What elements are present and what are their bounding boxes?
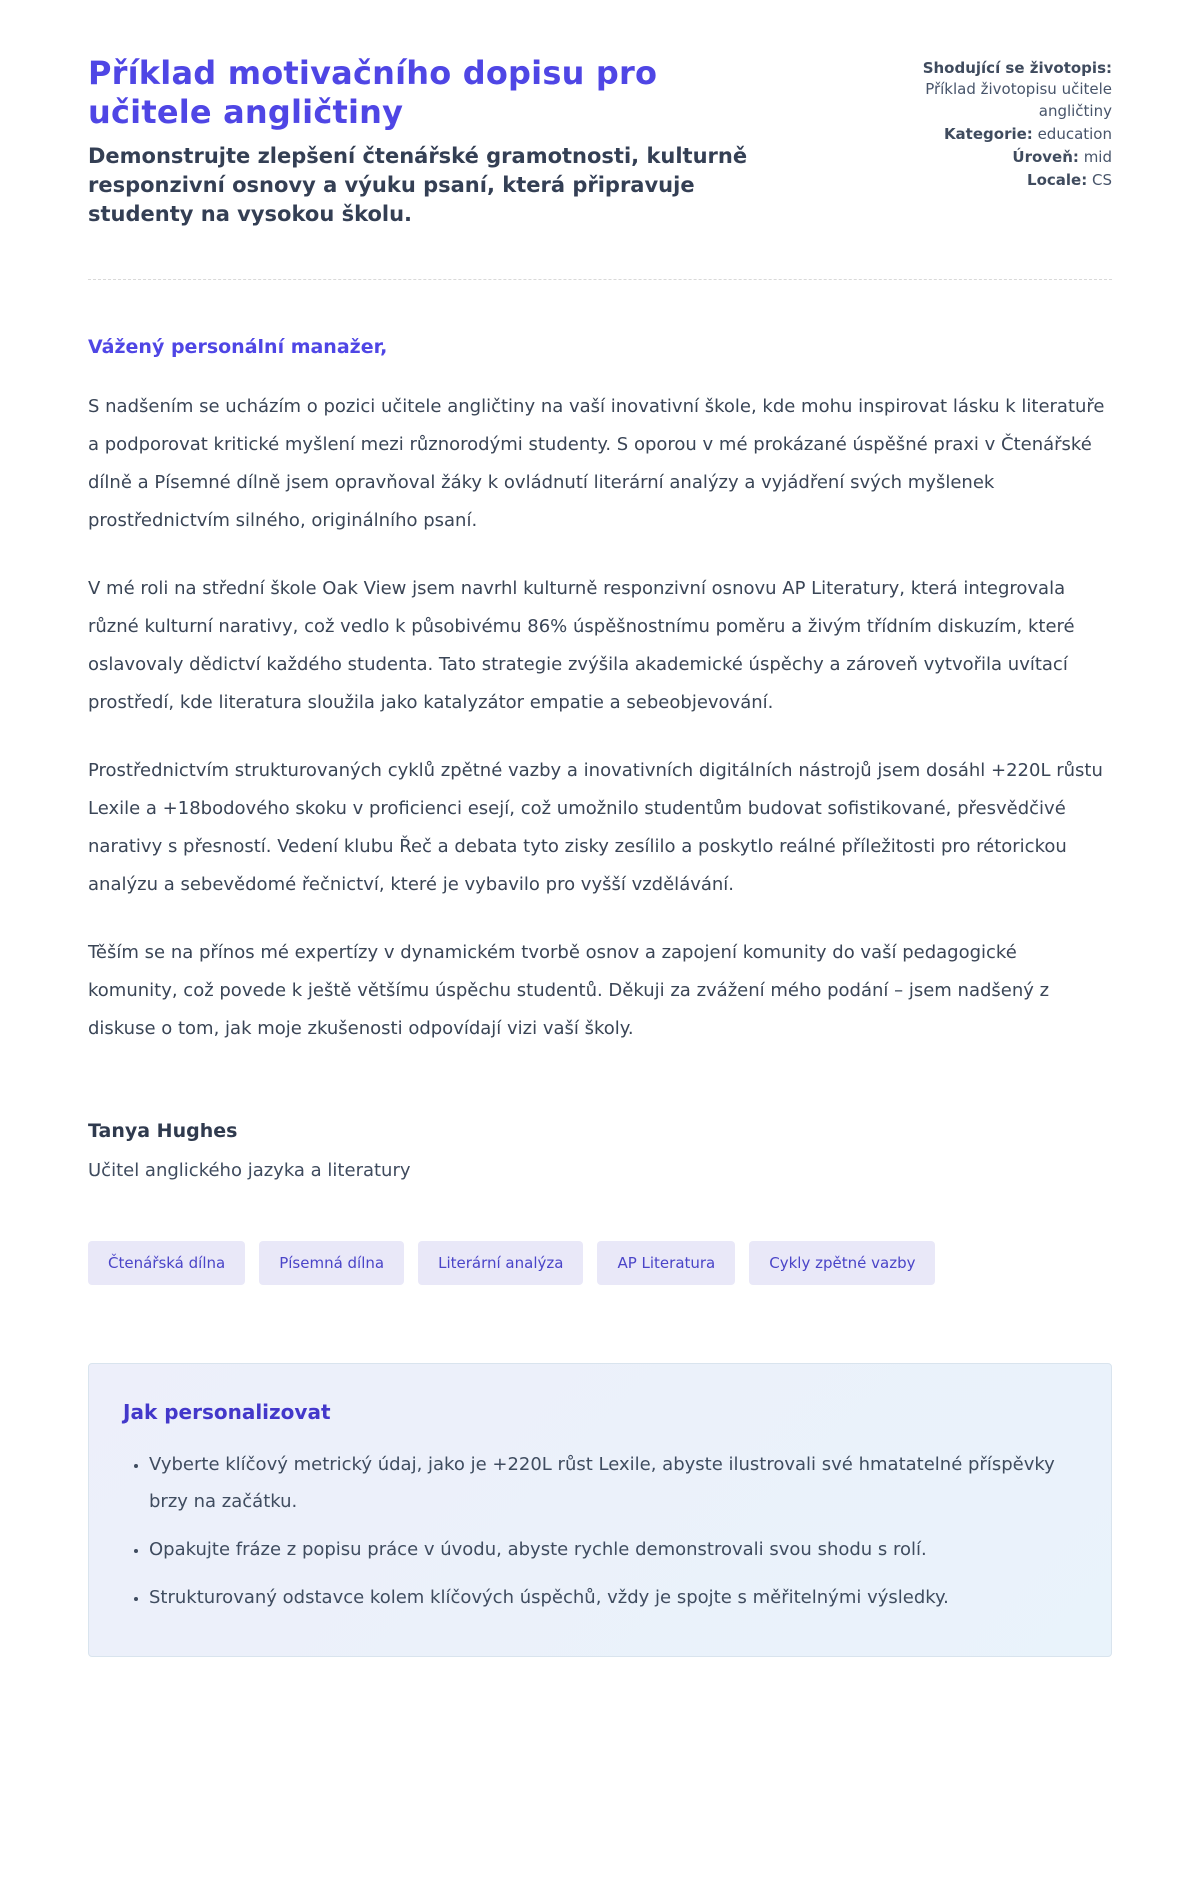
meta-matching-resume [912,58,1112,122]
signature-name: Tanya Hughes [88,1119,238,1142]
personalize-heading: Jak personalizovat [123,1399,331,1424]
meta-level [912,147,1112,168]
letter-paragraph-2: V mé roli na střední škole Oak View jsem navrhl kulturně responzivní osnovu AP Literatury, která integrovala různé kulturní narativy, což vedlo k působivému 86% úspěšnostnímu poměru a živým třídním diskuzím, které oslavovaly dědictví každého studenta. Tato strategie zvýšila akademické úspěchy a zároveň vytvořila uvítací prostředí, kde literatura sloužila jako katalyzátor empatie a sebeobjevování. [88,577,1075,713]
personalize-list [123,1446,1077,1616]
meta-category-value: education [1037,124,1112,143]
letter-body [88,336,1112,1048]
tag-literarni-analyza[interactable]: Literární analýza [418,1241,583,1285]
meta-level-label: Úroveň: [1012,148,1079,167]
tag-ap-literatura[interactable]: AP Literatura [597,1241,735,1285]
meta-locale-value: CS [1092,171,1112,190]
letter-greeting: Vážený personální manažer, [88,335,388,358]
letter-paragraph-3: Prostřednictvím strukturovaných cyklů zpětné vazby a inovativních digitálních nástrojů jsem dosáhl +220L růstu Lexile a +18bodového skoku v proficienci esejí, což umožnilo studentům budovat sofistikované, přesvědčivé narativy s přesností. Vedení klubu Řeč a debata tyto zisky zesílilo a poskytlo reálné příležitosti pro rétorickou analýzu a sebevědomé řečnictví, které je vybavilo pro vyšší vzdělávání. [88,759,1103,895]
signature-job-title: Učitel anglického jazyka a literatury [88,1159,411,1181]
signature-block [88,1120,1112,1181]
personalize-bullet-3: • Strukturovaný odstavce kolem klíčových úspěchů, vždy je spojte s měřitelnými výsledky. [149,1579,1077,1616]
metadata-panel [912,58,1112,194]
divider [88,279,1112,280]
letter-paragraph-1: S nadšením se ucházím o pozici učitele angličtiny na vaší inovativní škole, kde mohu inspirovat lásku k literatuře a podporovat kritické myšlení mezi různorodými studenty. S oporou v mé prokázané úspěšné praxi v Čtenářské dílně a Písemné dílně jsem opravňoval žáky k ovládnutí literární analýzy a vyjádření svých myšlenek prostřednictvím silného, originálního psaní. [88,395,1105,531]
tag-cykly-zpetne-vazby[interactable]: Cykly zpětné vazby [749,1241,935,1285]
tags-row [88,1241,1112,1285]
meta-locale-label: Locale: [1027,171,1088,190]
letter-paragraph-4: Těším se na přínos mé expertízy v dynamickém tvorbě osnov a zapojení komunity do vaší pedagogické komunity, což povede k ještě většímu úspěchu studentů. Děkuji za zvážení mého podání – jsem nadšený z diskuse o tom, jak moje zkušenosti odpovídají vizi vaší školy. [88,941,1050,1039]
personalize-bullet-1: • Vyberte klíčový metrický údaj, jako je +220L růst Lexile, abyste ilustrovali své hmatatelné příspěvky brzy na začátku. [149,1446,1077,1520]
header [88,54,1112,229]
personalize-box [88,1363,1112,1657]
header-title-block [88,54,748,229]
page-subtitle: Demonstrujte zlepšení čtenářské gramotnosti, kulturně responzivní osnovy a výuku psaní, která připravuje studenty na vysokou školu. [88,144,748,226]
meta-locale [912,170,1112,191]
tag-pisemna-dilna[interactable]: Písemná dílna [259,1241,404,1285]
page-title: Příklad motivačního dopisu pro učitele angličtiny [88,54,658,132]
meta-matching-resume-value: Příklad životopisu učitele angličtiny [925,80,1112,120]
meta-matching-resume-label: Shodující se životopis: [922,59,1112,77]
meta-category-label: Kategorie: [943,124,1033,143]
meta-category [912,124,1112,145]
personalize-bullet-2: • Opakujte fráze z popisu práce v úvodu, abyste rychle demonstrovali svou shodu s rolí. [149,1531,1077,1568]
meta-level-value: mid [1083,148,1112,167]
tag-ctenarska-dilna[interactable]: Čtenářská dílna [88,1241,245,1285]
